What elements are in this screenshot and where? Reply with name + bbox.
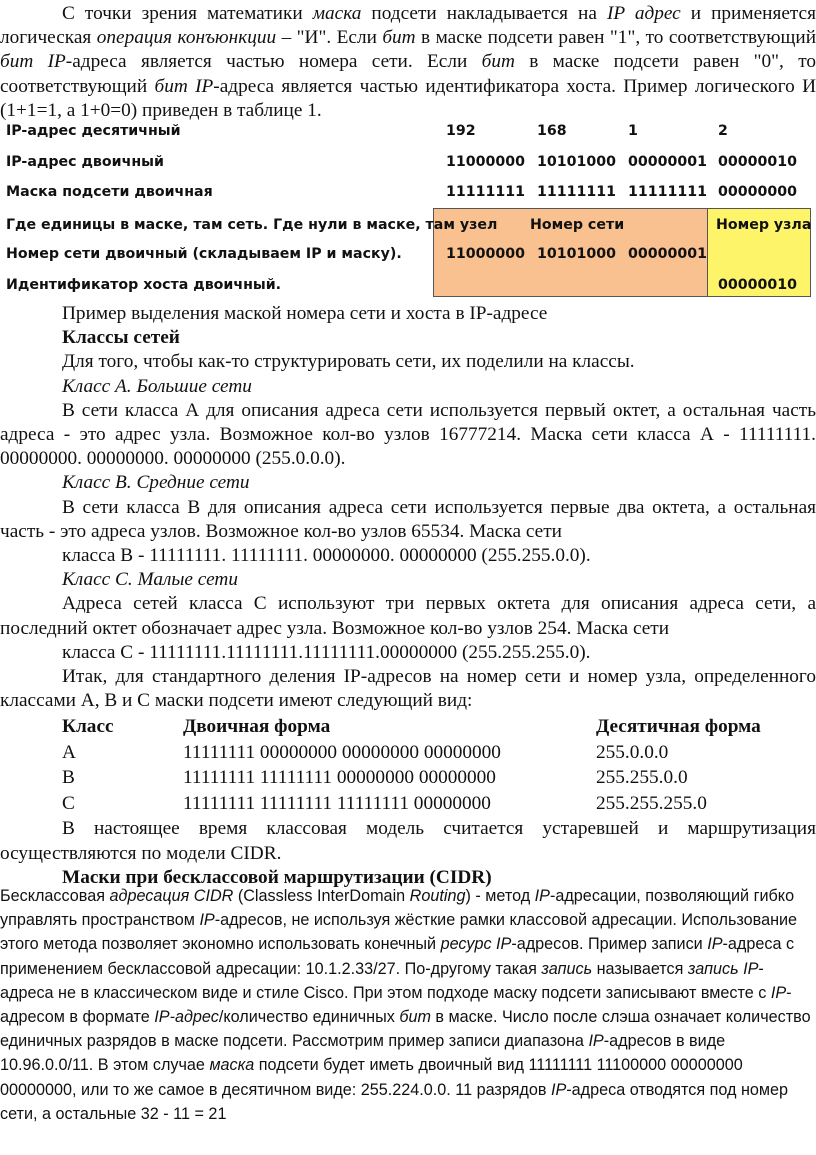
class-b-mask: класса В - 11111111. 11111111. 00000000. 00000000 (255.255.0.0). (62, 545, 591, 567)
class-a-title: Класс А. Большие сети (62, 375, 252, 397)
class-c-text: Адреса сетей класса С используют три первых октета для описания адреса сети, а последний октет обозначает адрес узла. Возможное кол-во узлов 254. Маска сети (0, 593, 816, 639)
paragraph: Для того, чтобы как-то структурировать сети, их поделили на классы. (62, 351, 635, 373)
summary-paragraph: Итак, для стандартного деления IP-адресов на номер сети и номер узла, определенного классами А, В и С маски подсети имеют следующий вид: (0, 666, 816, 712)
intro-paragraph: С точки зрения математики маска подсети накладывается на IP адрес и применяется логическая операция конъюнкции – "И". Если бит в маске подсети равен "1", то соответствующий бит IP-адреса является частью номера сети. Если бит в маске подсети равен "0", то соответствующий бит IP-адреса является частью идентификатора хоста. Пример логического И (1+1=1, а 1+0=0) приведен в таблице 1. (0, 3, 816, 121)
figure-caption: Пример выделения маской номера сети и хоста в IP-адресе (62, 303, 548, 324)
mask-row-label: Маска подсети двоичная (6, 184, 213, 200)
mask-row-label: Идентификатор хоста двоичный. (6, 277, 282, 293)
class-b-title: Класс В. Средние сети (62, 472, 250, 494)
mask-row-label: Номер сети двоичный (складываем IP и маску). (6, 246, 402, 262)
class-c-mask: класса С - 11111111.11111111.11111111.00000000 (255.255.255.0). (62, 641, 591, 663)
class-b-text: В сети класса В для описания адреса сети используется первые два октета, а остальная часть - это адреса узлов. Возможное кол-во узлов 65534. Маска сети (0, 496, 816, 542)
mask-row-label: IP-адрес десятичный (6, 123, 181, 139)
host-number-header: Номер узла (716, 217, 812, 233)
network-number-header: Номер сети (530, 217, 625, 233)
cidr-note: В настоящее время классовая модель считается устаревшей и маршрутизация осуществляются по модели CIDR. (0, 818, 816, 864)
table-header-row: Класс Двоичная форма Десятичная форма (62, 716, 761, 738)
table-row: В 11111111 11111111 00000000 00000000 255.255.0.0 (62, 767, 688, 789)
body-text (0, 302, 816, 890)
cidr-heading: Маски при бесклассовой маршрутизации (CIDR) (62, 866, 492, 888)
cidr-paragraph: Бесклассовая адресация CIDR (Classless InterDomain Routing) - метод IP-адресации, позволяющий гибко управлять пространством IP-адресов, не используя жёсткие рамки классовой адресации. Использование этого метода позволяет экономно использовать конечный ресурс IP-адресов. Пример записи IP-адреса с применением бесклассовой адресации: 10.1.2.33/27. По-другому такая запись называется запись IP-адреса не в классическом виде и стиле Cisco. При этом подходе маску подсети записывают вместе с IP-адресом в формате IP-адрес/количество единичных бит в маске. Число после слэша означает количество единичных разрядов в маске подсети. Рассмотрим пример записи диапазона IP-адресов в виде 10.96.0.0/11. В этом случае маска подсети будет иметь двоичный вид 11111111 11100000 00000000 00000000, или то же самое в десятичном виде: 255.224.0.0. 11 разрядов IP-адреса отводятся под номер сети, а остальные 32 - 11 = 21 (0, 887, 811, 1123)
cidr-block (0, 884, 816, 1126)
section-heading: Классы сетей (62, 327, 180, 349)
document-page: С точки зрения математики маска подсети накладывается на IP адрес и применяется логическая операция конъюнкции – "И". Если бит в маске подсети равен "1", то соответствующий бит IP-адреса является частью номера сети. Если бит в маске подсети равен "0", то соответствующий бит IP-адреса является частью идентификатора хоста. Пример логического И (1+1=1, а 1+0=0) приведен в таблице 1. IP-адрес десятичный 192 168 1 2 IP-адрес двоичный 11000000 10101000 00000001 00000010 Маска подсети двоичная 11111111 11111111 11111111 00000000 Где единицы в маске, там сеть. Где нули в маске, там узел Номер сети Номер узла Номер сети двоичный (складываем IP и маску). 11000000 10101000 00000001 Идентификатор хоста двоичный. 00000010 Пример выделения маской номера сети и хоста в IP-адресе Классы сетей Для того, чтобы как-то структурировать сети, их поделили на классы. Класс А. Большие сети В сети класса А для описания адреса сети используется первый октет, а остальная часть адреса - это адрес узла. Возможное кол-во узлов 16777214. Маска сети класса А - 11111111. 00000000. 00000000. 00000000 (255.0.0.0). Класс В. Средние сети В сети класса В для описания адреса сети используется первые два октета, а остальная часть - это адреса узлов. Возможное кол-во узлов 65534. Маска сети класса В - 11111111. 11111111. 00000000. 00000000 (255.255.0.0). Класс С. Малые сети Адреса сетей класса С используют три первых октета для описания адреса сети, а последний октет обозначает адрес узла. Возможное кол-во узлов 254. Маска сети класса С - 11111111.11111111.11111111.00000000 (255.255.255.0). Итак, для стандартного деления IP-адресов на номер сети и номер узла, определенного классами А, В и С маски подсети имеют следующий вид: Класс Двоичная форма Десятичная форма А 11111111 00000000 00000000 00000000 255.0.0.0 В 11111111 11111111 00000000 00000000 255.255.0.0 С 11111111 11111111 11111111 00000000 255.255.255.0 В настоящее время классовая модель считается устаревшей и маршрутизация осуществляются по модели CIDR. Маски при бесклассовой маршрутизации (CIDR) Бесклассовая адресация CIDR (Classless InterDomain Routing) - метод IP-адресации, позволяющий гибко управлять пространством IP-адресов, не используя жёсткие рамки классовой адресации. Использование этого метода позволяет экономно использовать конечный ресурс IP-адресов. Пример записи IP-адреса с применением бесклассовой адресации: 10.1.2.33/27. По-другому такая запись называется запись IP-адреса не в классическом виде и стиле Cisco. При этом подходе маску подсети записывают вместе с IP-адресом в формате IP-адрес/количество единичных бит в маске. Число после слэша означает количество единичных разрядов в маске подсети. Рассмотрим пример записи диапазона IP-адресов в виде 10.96.0.0/11. В этом случае маска подсети будет иметь двоичный вид 11111111 11100000 00000000 00000000, или то же самое в десятичном виде: 255.224.0.0. 11 разрядов IP-адреса отводятся под номер сети, а остальные 32 - 11 = 21 (0, 0, 816, 1155)
mask-row-label: IP-адрес двоичный (6, 154, 164, 170)
mask-row-label: Где единицы в маске, там сеть. Где нули в маске, там узел (6, 217, 498, 233)
class-a-text: В сети класса А для описания адреса сети используется первый октет, а остальная часть адреса - это адрес узла. Возможное кол-во узлов 16777214. Маска сети класса А - 11111111. 00000000. 00000000. 00000000 (255.0.0.0). (0, 399, 816, 470)
class-mask-table (0, 715, 816, 817)
class-c-title: Класс С. Малые сети (62, 569, 238, 591)
table-row: С 11111111 11111111 11111111 00000000 255.255.255.0 (62, 792, 707, 814)
table-row: А 11111111 00000000 00000000 00000000 255.0.0.0 (62, 741, 669, 763)
